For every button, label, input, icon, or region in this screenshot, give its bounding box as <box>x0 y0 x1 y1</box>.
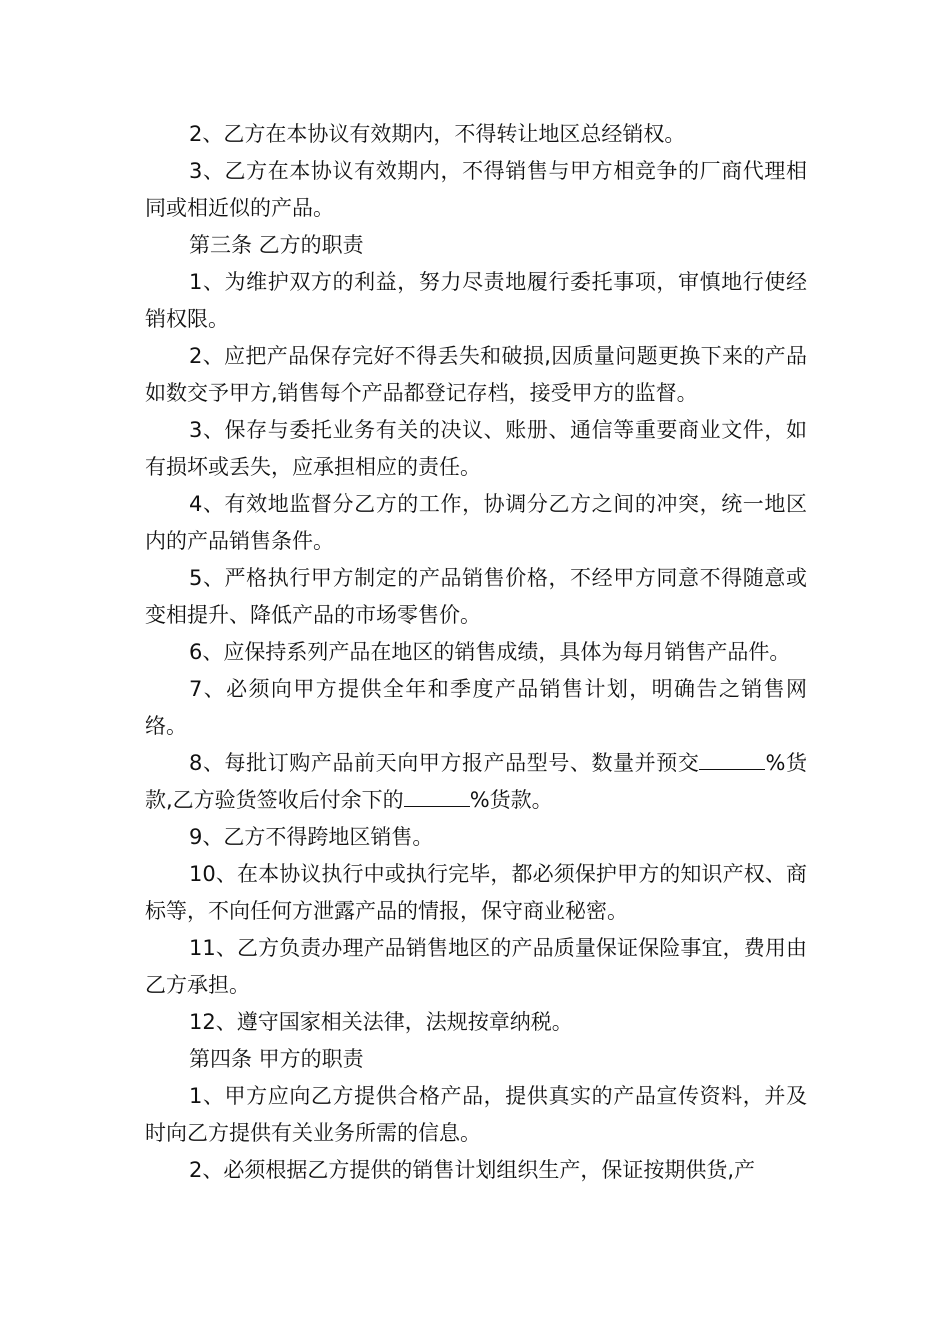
paragraph: 12、遵守国家相关法律，法规按章纳税。 <box>189 1010 573 1034</box>
paragraph: 2、乙方在本协议有效期内，不得转让地区总经销权。 <box>189 122 686 146</box>
paragraph: 9、乙方不得跨地区销售。 <box>189 825 434 849</box>
paragraph-text: 8、每批订购产品前天向甲方报产品型号、数量并预交 <box>189 751 700 775</box>
fill-in-blank <box>699 749 765 770</box>
document-body <box>145 116 807 1189</box>
paragraph: 5、严格执行甲方制定的产品销售价格，不经甲方同意不得随意或变相提升、降低产品的市场零售价。 <box>145 566 807 627</box>
paragraph: 2、应把产品保存完好不得丢失和破损,因质量问题更换下来的产品如数交予甲方,销售每个产品都登记存档，接受甲方的监督。 <box>145 344 807 405</box>
paragraph-text: %货款,乙方验货签收后付余下的 <box>145 751 807 812</box>
paragraph: 6、应保持系列产品在地区的销售成绩，具体为每月销售产品件。 <box>189 640 791 664</box>
section-heading: 第四条 甲方的职责 <box>189 1047 364 1071</box>
paragraph-with-blanks <box>145 745 807 819</box>
section-heading: 第三条 乙方的职责 <box>189 233 364 257</box>
fill-in-blank <box>404 786 470 807</box>
paragraph: 1、为维护双方的利益，努力尽责地履行委托事项，审慎地行使经销权限。 <box>145 270 807 331</box>
paragraph: 7、必须向甲方提供全年和季度产品销售计划，明确告之销售网络。 <box>145 677 807 738</box>
paragraph: 3、保存与委托业务有关的决议、账册、通信等重要商业文件，如有损坏或丢失，应承担相应的责任。 <box>145 418 807 479</box>
paragraph: 10、在本协议执行中或执行完毕，都必须保护甲方的知识产权、商标等，不向任何方泄露产品的情报，保守商业秘密。 <box>145 862 807 923</box>
paragraph: 4、有效地监督分乙方的工作，协调分乙方之间的冲突，统一地区内的产品销售条件。 <box>145 492 807 553</box>
paragraph: 2、必须根据乙方提供的销售计划组织生产，保证按期供货,产 <box>189 1158 756 1182</box>
paragraph: 1、甲方应向乙方提供合格产品，提供真实的产品宣传资料，并及时向乙方提供有关业务所需的信息。 <box>145 1084 807 1145</box>
paragraph: 11、乙方负责办理产品销售地区的产品质量保证保险事宜，费用由乙方承担。 <box>145 936 807 997</box>
paragraph-text: %货款。 <box>469 788 553 812</box>
paragraph: 3、乙方在本协议有效期内，不得销售与甲方相竞争的厂商代理相同或相近似的产品。 <box>145 159 807 220</box>
